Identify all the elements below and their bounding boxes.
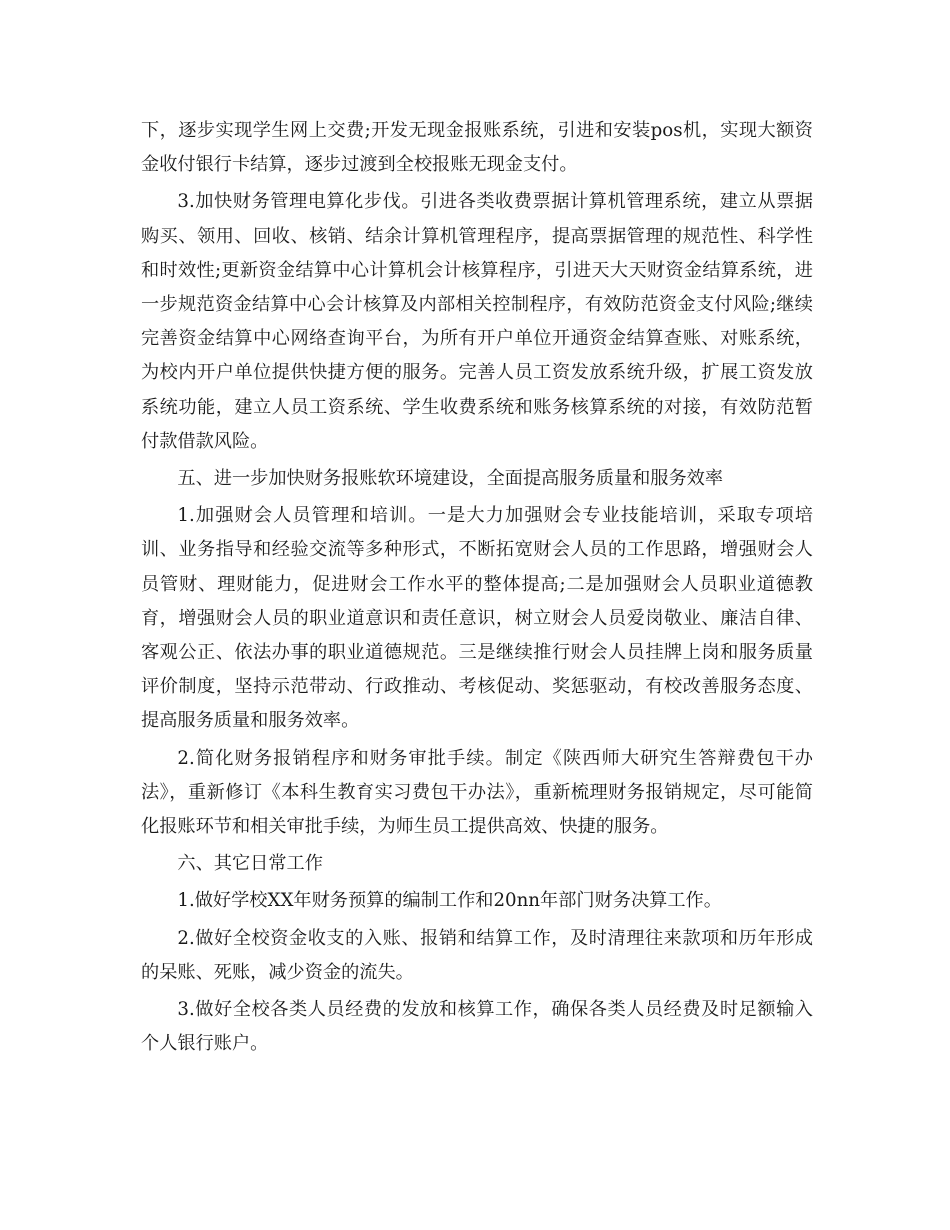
- paragraph-item-1-budget: 1.做好学校XX年财务预算的编制工作和20nn年部门财务决算工作。: [177, 890, 722, 912]
- paragraph-continuation: 下，逐步实现学生网上交费;开发无现金报账系统，引进和安装pos机，实现大额资金收付银行卡结算，逐步过渡到全校报账无现金支付。: [141, 120, 813, 176]
- paragraph-item-3-personnel-funds: 3.做好全校各类人员经费的发放和核算工作，确保各类人员经费及时足额输入个人银行账户。: [141, 999, 813, 1055]
- paragraph-item-1-staff-training: 1.加强财会人员管理和培训。一是大力加强财会专业技能培训，采取专项培训、业务指导和经验交流等多种形式，不断拓宽财会人员的工作思路，增强财会人员管财、理财能力，促进财会工作水平的整体提高;二是加强财会人员职业道德教育，增强财会人员的职业道意识和责任意识，树立财会人员爱岗敬业、廉洁自律、客观公正、依法办事的职业道德规范。三是继续推行财会人员挂牌上岗和服务质量评价制度，坚持示范带动、行政推动、考核促动、奖惩驱动，有校改善服务态度、提高服务质量和服务效率。: [141, 505, 813, 732]
- section-heading-5: 五、进一步加快财务报账软环境建设，全面提高服务质量和服务效率: [177, 468, 724, 490]
- section-heading-6: 六、其它日常工作: [177, 853, 323, 875]
- paragraph-item-2-simplify-reimbursement: 2.简化财务报销程序和财务审批手续。制定《陕西师大研究生答辩费包干办法》，重新修订《本科生教育实习费包干办法》，重新梳理财务报销规定，尽可能简化报账环节和相关审批手续，为师生员工提供高效、快捷的服务。: [141, 747, 813, 838]
- paragraph-item-3-accounting-computerization: 3.加快财务管理电算化步伐。引进各类收费票据计算机管理系统，建立从票据购买、领用、回收、核销、结余计算机管理程序，提高票据管理的规范性、科学性和时效性;更新资金结算中心计算机会计核算程序，引进天大天财资金结算系统，进一步规范资金结算中心会计核算及内部相关控制程序，有效防范资金支付风险;继续完善资金结算中心网络查询平台，为所有开户单位开通资金结算查账、对账系统，为校内开户单位提供快捷方便的服务。完善人员工资发放系统升级，扩展工资发放系统功能，建立人员工资系统、学生收费系统和账务核算系统的对接，有效防范暂付款借款风险。: [141, 191, 813, 452]
- document-body: [141, 114, 813, 1064]
- paragraph-item-2-fund-accounting: 2.做好全校资金收支的入账、报销和结算工作，及时清理往来款项和历年形成的呆账、死账，减少资金的流失。: [141, 927, 813, 983]
